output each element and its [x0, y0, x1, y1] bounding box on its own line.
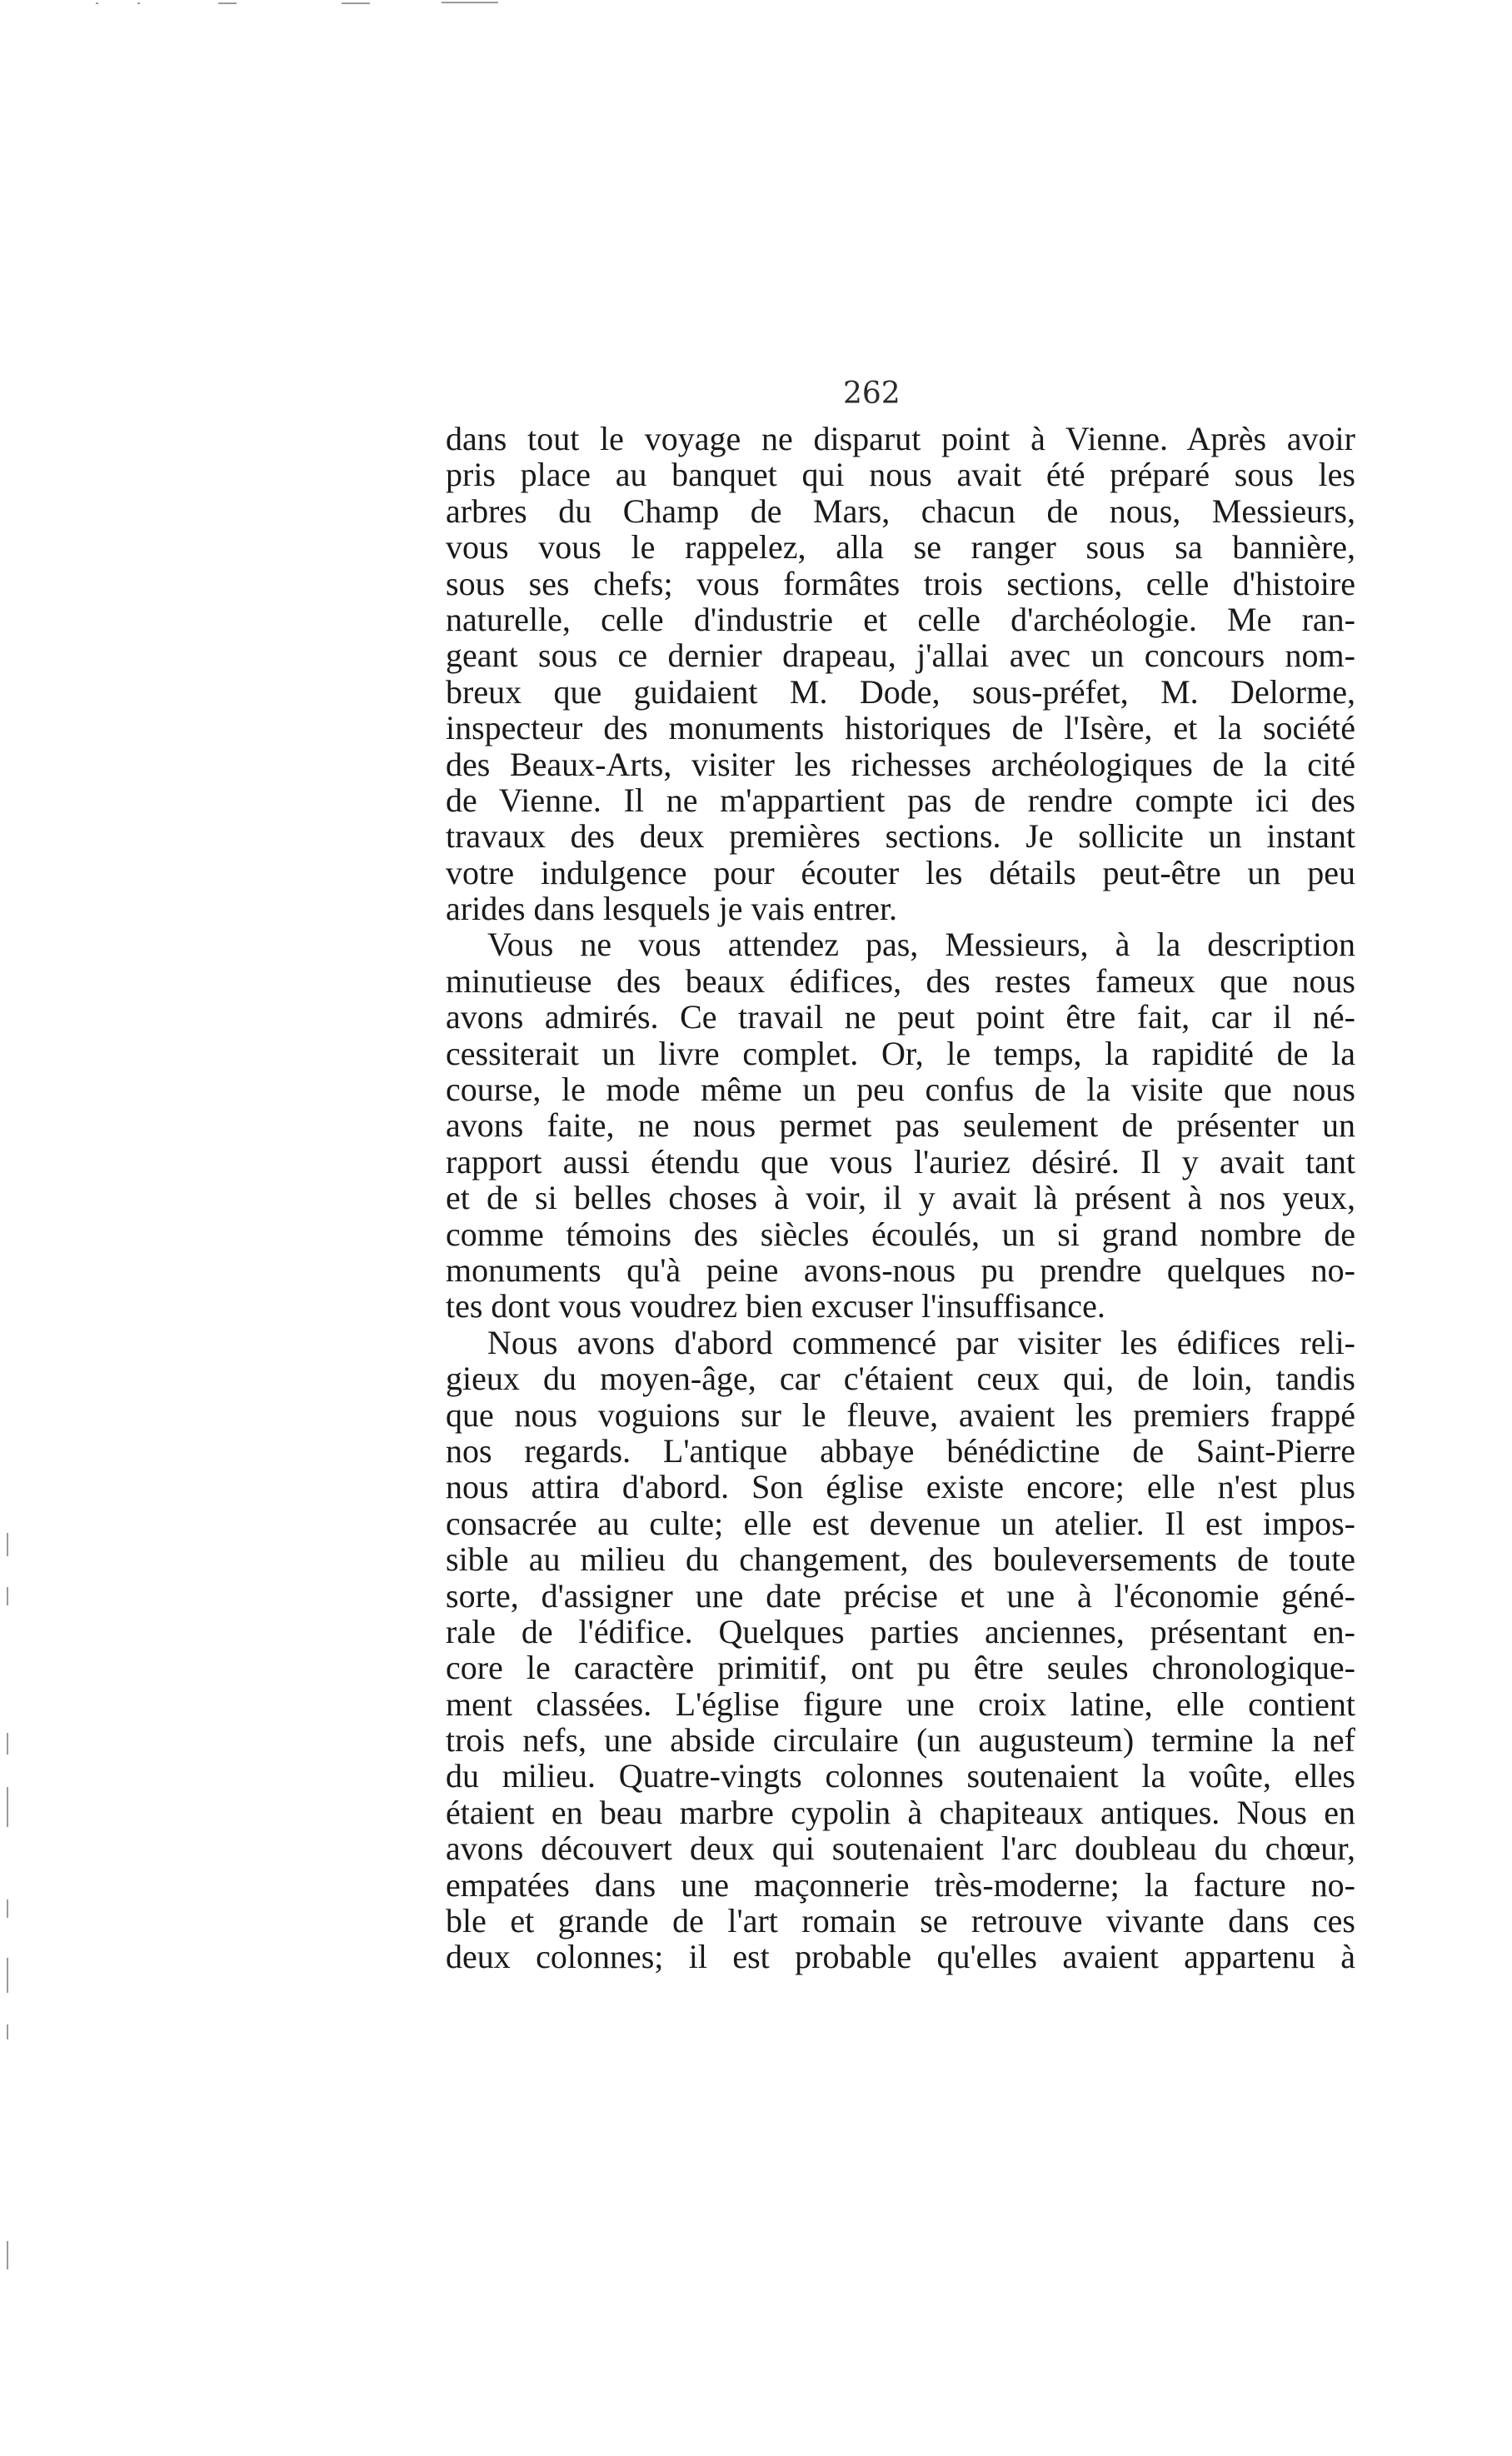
text-line: ment classées. L'église figure une croix latine, elle contient — [446, 1685, 1355, 1723]
scan-mark-left-5 — [7, 1899, 8, 1918]
text-line: nous attira d'abord. Son église existe encore; elle n'est plus — [446, 1468, 1355, 1506]
scan-mark-top-5 — [442, 2, 498, 3]
text-line: de Vienne. Il ne m'appartient pas de rendre compte ici des — [446, 781, 1355, 819]
text-line: des Beaux-Arts, visiter les richesses archéologiques de la cité — [446, 745, 1355, 783]
text-line: naturelle, celle d'industrie et celle d'archéologie. Me ran- — [446, 600, 1355, 638]
text-line: sous ses chefs; vous formâtes trois sections, celle d'histoire — [446, 564, 1355, 602]
text-line: Nous avons d'abord commencé par visiter les édifices reli- — [487, 1323, 1355, 1361]
page-number: 262 — [843, 377, 901, 411]
text-line: minutieuse des beaux édifices, des restes fameux que nous — [446, 961, 1355, 1000]
text-line: deux colonnes; il est probable qu'elles avaient appartenu à — [446, 1938, 1355, 1976]
text-line: geant sous ce dernier drapeau, j'allai avec un concours nom- — [446, 636, 1355, 675]
text-line: rapport aussi étendu que vous l'auriez désiré. Il y avait tant — [446, 1142, 1355, 1181]
scan-mark-top-2 — [137, 2, 140, 4]
scan-mark-top-1 — [96, 2, 98, 4]
text-line: Vous ne vous attendez pas, Messieurs, à la description — [487, 926, 1355, 964]
scan-mark-left-8 — [7, 2241, 8, 2269]
scan-mark-top-3 — [218, 2, 237, 4]
text-line: sorte, d'assigner une date précise et une à l'économie géné- — [446, 1576, 1355, 1615]
text-line: comme témoins des siècles écoulés, un si grand nombre de — [446, 1215, 1355, 1253]
scan-mark-left-7 — [7, 2024, 8, 2039]
text-line: avons découvert deux qui soutenaient l'arc doubleau du chœur, — [446, 1830, 1355, 1868]
text-line: travaux des deux premières sections. Je sollicite un instant — [446, 817, 1355, 856]
text-line: monuments qu'à peine avons-nous pu prendre quelques no- — [446, 1250, 1355, 1289]
text-line: dans tout le voyage ne disparut point à Vienne. Après avoir — [446, 420, 1355, 457]
scan-mark-left-1 — [7, 1533, 8, 1556]
text-line: que nous voguions sur le fleuve, avaient les premiers frappé — [446, 1395, 1355, 1434]
text-line: core le caractère primitif, ont pu être seules chronologique- — [446, 1649, 1355, 1687]
text-line: empatées dans une maçonnerie très-moderne; la facture no- — [446, 1865, 1355, 1904]
text-line: inspecteur des monuments historiques de l'Isère, et la société — [446, 709, 1355, 747]
text-line: consacrée au culte; elle est devenue un atelier. Il est impos- — [446, 1504, 1355, 1542]
text-line: nos regards. L'antique abbaye bénédictine de Saint-Pierre — [446, 1431, 1355, 1470]
scan-mark-left-2 — [7, 1587, 8, 1605]
text-line: du milieu. Quatre-vingts colonnes soutenaient la voûte, elles — [446, 1757, 1355, 1795]
text-line: vous vous le rappelez, alla se ranger sous sa bannière, — [446, 528, 1355, 567]
text-line: tes dont vous voudrez bien excuser l'insuffisance. — [446, 1287, 1105, 1325]
text-line: breux que guidaient M. Dode, sous-préfet, M. Delorme, — [446, 672, 1355, 711]
text-line: avons faite, ne nous permet pas seulement de présenter un — [446, 1106, 1355, 1145]
text-line: arides dans lesquels je vais entrer. — [446, 890, 898, 928]
text-line: arbres du Champ de Mars, chacun de nous, Messieurs, — [446, 492, 1355, 530]
text-line: cessiterait un livre complet. Or, le temps, la rapidité de la — [446, 1034, 1355, 1072]
scan-mark-left-6 — [7, 1958, 8, 1993]
text-line: pris place au banquet qui nous avait été préparé sous les — [446, 456, 1355, 494]
text-line: sible au milieu du changement, des bouleversements de toute — [446, 1540, 1355, 1579]
text-line: gieux du moyen-âge, car c'étaient ceux qui, de loin, tandis — [446, 1360, 1355, 1398]
scan-mark-top-4 — [342, 2, 370, 4]
text-line: ble et grande de l'art romain se retrouve vivante dans ces — [446, 1902, 1355, 1940]
scan-mark-left-4 — [7, 1787, 8, 1827]
text-line: votre indulgence pour écouter les détails peut-être un peu — [446, 853, 1355, 891]
text-line: étaient en beau marbre cypolin à chapiteaux antiques. Nous en — [446, 1793, 1355, 1831]
text-line: course, le mode même un peu confus de la visite que nous — [446, 1071, 1355, 1109]
scan-mark-left-3 — [7, 1733, 8, 1755]
body-text — [446, 421, 1355, 1975]
text-line: rale de l'édifice. Quelques parties anciennes, présentant en- — [446, 1612, 1355, 1650]
text-line: et de si belles choses à voir, il y avait là présent à nos yeux, — [446, 1179, 1355, 1217]
text-line: avons admirés. Ce travail ne peut point être fait, car il né- — [446, 998, 1355, 1036]
text-line: trois nefs, une abside circulaire (un augusteum) termine la nef — [446, 1721, 1355, 1760]
